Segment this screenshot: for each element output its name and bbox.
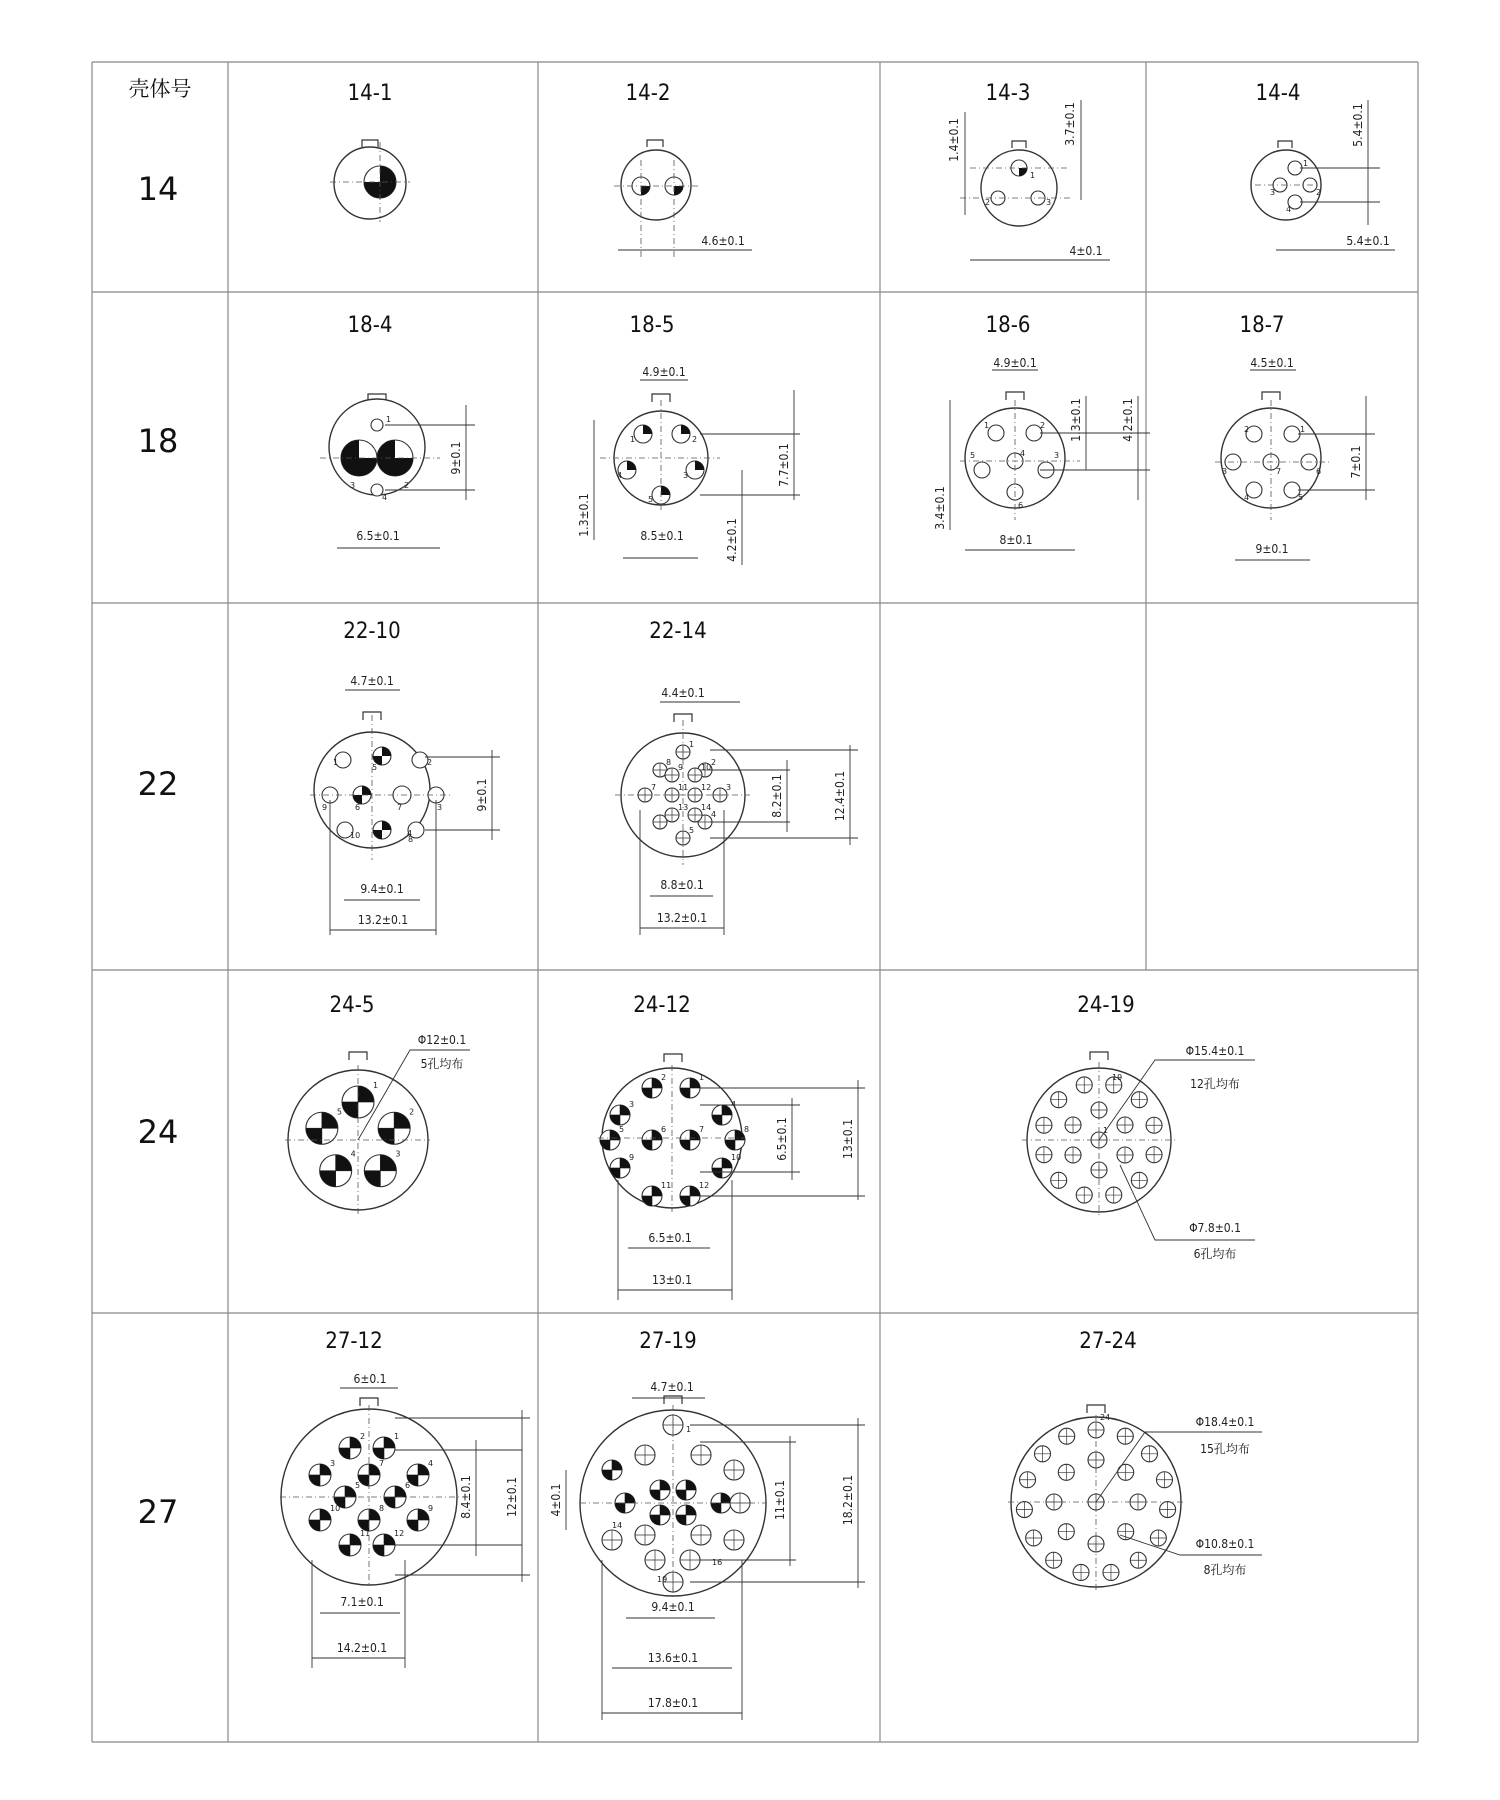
dimension-label: 4±0.1 — [549, 1483, 563, 1517]
cell-code: 18-4 — [347, 313, 393, 338]
pin-number: 4 — [731, 1100, 737, 1109]
dimension-label: 13±0.1 — [652, 1273, 692, 1287]
pin-number: 3 — [395, 1149, 401, 1159]
pin-number: 14 — [612, 1521, 623, 1530]
dimension-label: 12±0.1 — [505, 1477, 519, 1517]
dimension-label: 4.4±0.1 — [661, 686, 705, 700]
shell-number-22: 22 — [137, 765, 179, 803]
pin-number: 1 — [1303, 159, 1309, 168]
pin-number: 3 — [629, 1100, 635, 1109]
pin-number: 7 — [397, 803, 403, 812]
dimension-label: 5.4±0.1 — [1346, 234, 1390, 248]
pin-number: 6 — [355, 803, 361, 812]
shell-number-14: 14 — [137, 170, 179, 208]
layout-14-1 — [330, 140, 410, 222]
pin-number: 9 — [629, 1153, 635, 1162]
pin-number: 4 — [1020, 449, 1026, 458]
pin-number: 13 — [678, 803, 689, 812]
pin-number: 12 — [699, 1181, 710, 1190]
pin-number: 4 — [350, 1149, 356, 1159]
layout-22-14 — [615, 686, 858, 935]
pin-number: 2 — [661, 1073, 667, 1082]
pin-number: 7 — [651, 783, 657, 792]
pin-number: 7 — [699, 1125, 705, 1134]
cell-code: 27-24 — [1079, 1329, 1137, 1354]
dimension-label: Φ7.8±0.1 — [1189, 1221, 1241, 1235]
layout-24-5 — [285, 1033, 470, 1215]
pin-number: 4 — [1286, 205, 1292, 214]
dimension-label: 3.7±0.1 — [1063, 102, 1077, 146]
pin-number: 1 — [686, 1425, 692, 1434]
dimension-label: 5孔均布 — [420, 1057, 464, 1071]
pin-number: 2 — [409, 1107, 415, 1117]
pin-number: 19 — [1112, 1073, 1123, 1082]
layout-14-3 — [947, 100, 1110, 260]
layout-27-24 — [1008, 1405, 1262, 1590]
dimension-label: 17.8±0.1 — [647, 1696, 699, 1710]
dimension-label: Φ15.4±0.1 — [1185, 1044, 1245, 1058]
dimension-label: 6孔均布 — [1193, 1247, 1237, 1261]
pin-number: 6 — [1018, 501, 1024, 510]
pin-number: 3 — [726, 783, 732, 792]
dimension-label: 9.4±0.1 — [651, 1600, 695, 1614]
pin-number: 8 — [744, 1125, 750, 1134]
pin-number: 1 — [1030, 171, 1036, 180]
pin-number: 2 — [404, 481, 410, 490]
pin-number: 10 — [701, 763, 712, 772]
pin-number: 4 — [711, 810, 717, 819]
dimension-label: 6.5±0.1 — [775, 1117, 789, 1161]
dimension-label: 9±0.1 — [449, 441, 463, 475]
layout-18-6 — [933, 356, 1150, 550]
dimension-label: Φ12±0.1 — [417, 1033, 467, 1047]
dimension-label: 4±0.1 — [1069, 244, 1103, 258]
dimension-label: 13±0.1 — [841, 1119, 855, 1159]
pin-number: 10 — [330, 1504, 341, 1513]
layout-14-4 — [1251, 100, 1395, 250]
pin-number: 3 — [683, 471, 689, 480]
shell-number-24: 24 — [137, 1113, 179, 1151]
pin-number: 6 — [661, 1125, 667, 1134]
shell-number-27: 27 — [137, 1493, 179, 1531]
pin-number: 10 — [350, 831, 361, 840]
dimension-label: 7±0.1 — [1349, 445, 1363, 479]
dimension-label: Φ10.8±0.1 — [1195, 1537, 1255, 1551]
dimension-label: 18.2±0.1 — [841, 1474, 855, 1526]
dimension-label: 4.7±0.1 — [650, 1380, 694, 1394]
dimension-label: 4.2±0.1 — [725, 518, 739, 562]
cell-code: 22-14 — [649, 619, 707, 644]
pin-number: 19 — [657, 1575, 668, 1584]
dimension-label: 9±0.1 — [1255, 542, 1289, 556]
dimension-label: 6.5±0.1 — [648, 1231, 692, 1245]
pin-number: 5 — [689, 826, 695, 835]
dimension-label: 3.4±0.1 — [933, 486, 947, 530]
pin-number: 4 — [382, 493, 388, 502]
pin-number: 2 — [1244, 425, 1250, 434]
pin-number: 12 — [394, 1529, 405, 1538]
pin-number: 2 — [427, 758, 433, 767]
dimension-label: 11±0.1 — [773, 1480, 787, 1520]
pin-number: 5 — [619, 1125, 625, 1134]
cell-code: 24-19 — [1077, 993, 1135, 1018]
pin-number: 2 — [1040, 421, 1046, 430]
dimension-label: 1.3±0.1 — [577, 493, 591, 537]
pin-number: 6 — [1316, 467, 1322, 476]
pin-number: 4 — [1244, 493, 1250, 502]
pin-number: 5 — [372, 763, 378, 772]
pin-number: 11 — [678, 783, 689, 792]
pin-number: 3 — [350, 481, 356, 490]
dimension-label: 13.2±0.1 — [357, 913, 409, 927]
pin-number: 2 — [692, 435, 698, 444]
pin-number: 2 — [360, 1432, 366, 1441]
dimension-label: 8.8±0.1 — [660, 878, 704, 892]
layout-18-4 — [320, 394, 475, 548]
pin-number: 12 — [701, 783, 712, 792]
dimension-label: 7.1±0.1 — [340, 1595, 384, 1609]
dimension-label: 5.4±0.1 — [1351, 103, 1365, 147]
dimension-label: 4.7±0.1 — [350, 674, 394, 688]
pin-number: 14 — [701, 803, 712, 812]
cell-code: 24-5 — [329, 993, 375, 1018]
cell-code: 18-6 — [985, 313, 1031, 338]
pin-number: 2 — [711, 758, 717, 767]
pin-number: 3 — [330, 1459, 336, 1468]
dimension-label: 13.6±0.1 — [647, 1651, 699, 1665]
cell-code: 22-10 — [343, 619, 401, 644]
cell-code: 24-12 — [633, 993, 691, 1018]
cell-code: 14-1 — [347, 81, 393, 106]
dimension-label: 8±0.1 — [999, 533, 1033, 547]
cell-code: 27-12 — [325, 1329, 383, 1354]
pin-number: 8 — [666, 758, 672, 767]
dimension-label: 4.5±0.1 — [1250, 356, 1294, 370]
pin-number: 24 — [1100, 1413, 1111, 1422]
dimension-label: 4.9±0.1 — [993, 356, 1037, 370]
dimension-label: Φ18.4±0.1 — [1195, 1415, 1255, 1429]
layout-27-19 — [549, 1380, 865, 1720]
cell-code: 14-3 — [985, 81, 1031, 106]
pin-number: 8 — [408, 835, 414, 844]
layout-14-2 — [614, 140, 752, 260]
dimension-label: 4.9±0.1 — [642, 365, 686, 379]
dimension-label: 12.4±0.1 — [833, 770, 847, 822]
cell-code: 18-5 — [629, 313, 675, 338]
pin-number: 11 — [360, 1529, 371, 1538]
cell-code: 14-4 — [1255, 81, 1301, 106]
dimension-label: 9±0.1 — [475, 778, 489, 812]
dimension-label: 6.5±0.1 — [356, 529, 400, 543]
dimension-label: 1.3±0.1 — [1069, 398, 1083, 442]
dimension-label: 15孔均布 — [1200, 1442, 1250, 1456]
layout-18-5 — [577, 365, 800, 565]
cell-code: 18-7 — [1239, 313, 1285, 338]
pin-number: 3 — [1270, 188, 1276, 197]
shell-number-18: 18 — [137, 422, 179, 460]
dimension-label: 8孔均布 — [1203, 1563, 1247, 1577]
pin-number: 9 — [322, 803, 328, 812]
dimension-label: 6±0.1 — [353, 1372, 387, 1386]
layout-22-10 — [310, 674, 500, 935]
pin-number: 2 — [1316, 188, 1322, 197]
pin-number: 3 — [437, 803, 443, 812]
pin-number: 5 — [648, 495, 654, 504]
pin-number: 9 — [428, 1504, 434, 1513]
cell-code: 14-2 — [625, 81, 671, 106]
pin-number: 10 — [731, 1153, 742, 1162]
dimension-label: 4.2±0.1 — [1121, 398, 1135, 442]
layout-18-7 — [1215, 356, 1375, 560]
pin-number: 11 — [661, 1181, 672, 1190]
pin-number: 5 — [970, 451, 976, 460]
pin-number: 7 — [1276, 467, 1282, 476]
layout-24-19 — [1022, 1044, 1255, 1261]
dimension-label: 13.2±0.1 — [656, 911, 708, 925]
pin-number: 3 — [1222, 467, 1228, 476]
pin-number: 1 — [333, 758, 339, 767]
dimension-label: 12孔均布 — [1190, 1077, 1240, 1091]
pin-number: 9 — [678, 763, 684, 772]
pin-number: 1 — [394, 1432, 400, 1441]
cell-code: 27-19 — [639, 1329, 697, 1354]
shell-header-label: 壳体号 — [128, 77, 192, 101]
pin-number: 3 — [1046, 198, 1052, 207]
dimension-label: 8.5±0.1 — [640, 529, 684, 543]
pin-number: 5 — [336, 1107, 342, 1117]
pin-number: 3 — [1054, 451, 1060, 460]
pin-number: 1 — [386, 415, 392, 424]
pin-number: 1 — [630, 435, 636, 444]
pin-number: 16 — [712, 1558, 723, 1567]
dimension-label: 1.4±0.1 — [947, 118, 961, 162]
layout-24-12 — [598, 1054, 865, 1300]
pin-number: 1 — [1103, 1126, 1109, 1135]
dimension-label: 8.4±0.1 — [459, 1475, 473, 1519]
layout-27-12 — [280, 1372, 530, 1668]
pin-number: 1 — [699, 1073, 705, 1082]
pin-number: 7 — [379, 1459, 385, 1468]
pin-number: 6 — [405, 1481, 411, 1490]
pin-number: 8 — [379, 1504, 385, 1513]
pin-number: 5 — [1298, 493, 1304, 502]
pin-number: 1 — [1300, 425, 1306, 434]
pin-number: 4 — [428, 1459, 434, 1468]
pin-number: 1 — [373, 1081, 379, 1090]
pin-number: 4 — [617, 471, 623, 480]
dimension-label: 14.2±0.1 — [336, 1641, 388, 1655]
dimension-label: 8.2±0.1 — [770, 774, 784, 818]
dimension-label: 7.7±0.1 — [777, 443, 791, 487]
dimension-label: 4.6±0.1 — [701, 234, 745, 248]
pin-number: 2 — [985, 198, 991, 207]
pin-number: 4 — [407, 829, 413, 838]
pin-number: 1 — [984, 421, 990, 430]
dimension-label: 9.4±0.1 — [360, 882, 404, 896]
pin-number: 1 — [689, 740, 695, 749]
pin-number: 5 — [355, 1481, 361, 1490]
